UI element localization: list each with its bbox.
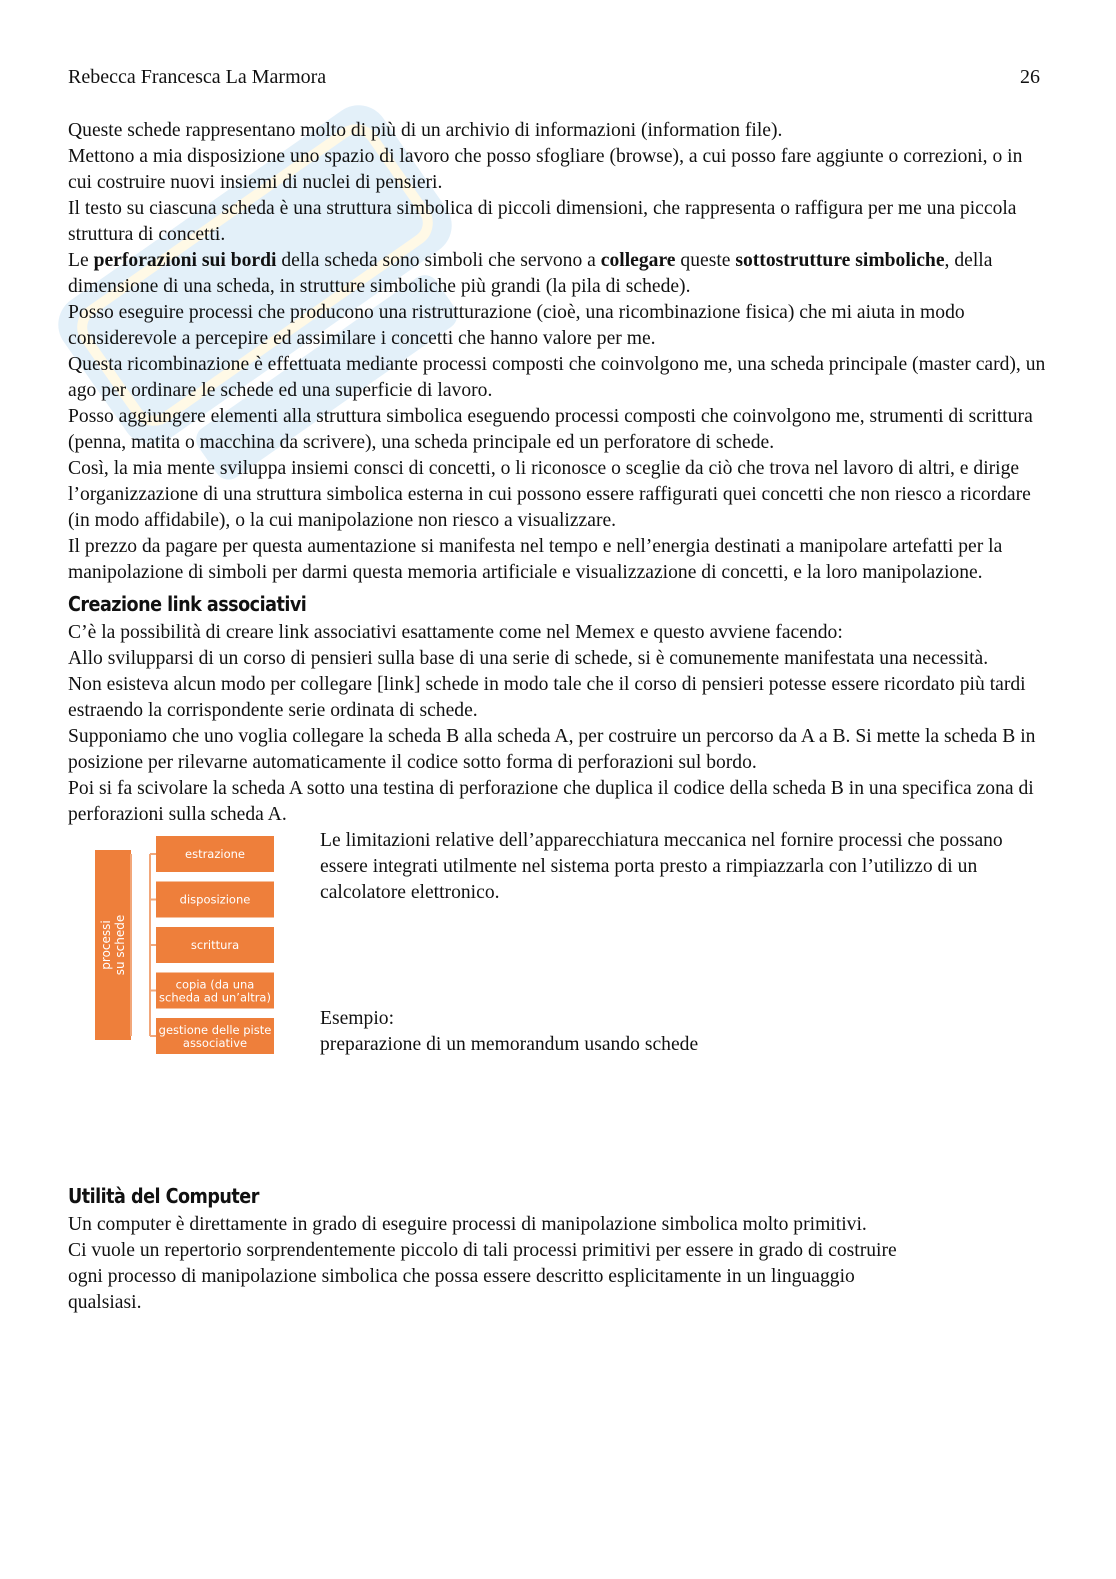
page-number: 26 — [1020, 66, 1040, 88]
paragraph: Il testo su ciascuna scheda è una struttura simbolica di piccoli dimensioni, che rappresenta o raffigura per me una piccola struttura di concetti. — [68, 198, 1017, 245]
page-body — [68, 118, 1050, 1316]
paragraph: Posso eseguire processi che producono una ristrutturazione (cioè, una ricombinazione fisica) che mi aiuta in modo considerevole a percepire ed assimilare i concetti che hanno valore per me. — [68, 302, 965, 349]
process-diagram-svg — [68, 828, 320, 1078]
paragraph: Non esisteva alcun modo per collegare [link] schede in modo tale che il corso di pensieri potesse essere ricordato più tardi estraendo la corrispondente serie ordinata di schede. — [68, 674, 1026, 721]
bold-term: collegare — [600, 250, 676, 271]
text-run: della scheda sono simboli che servono a — [276, 250, 601, 271]
paragraph: Queste schede rappresentano molto di più di un archivio di informazioni (information file). — [68, 120, 783, 141]
paragraph: Mettono a mia disposizione uno spazio di lavoro che posso sfogliare (browse), a cui posso fare aggiunte o correzioni, o in cui costruire nuovi insiemi di nuclei di pensieri. — [68, 146, 1023, 193]
paragraph: Supponiamo che uno voglia collegare la scheda B alla scheda A, per costruire un percorso da A a B. Si mette la scheda B in posizione per rilevarne automaticamente il codice sotto forma di perforazioni sul bordo. — [68, 726, 1036, 773]
diagram-item-label: disposizione — [179, 892, 251, 907]
diagram-root-label: processisu schede — [99, 914, 127, 976]
section-heading-computer: Utilità del Computer — [68, 1184, 259, 1208]
figure-row — [68, 828, 1050, 1078]
diagram-item-label: copia (da una scheda ad un’altra) — [159, 977, 271, 1005]
author-name: Rebecca Francesca La Marmora — [68, 66, 327, 88]
side-text — [320, 828, 1050, 1078]
paragraph: perforazioni sulla scheda A. — [68, 804, 287, 825]
diagram-item-label: scrittura — [190, 938, 240, 952]
bold-term: perforazioni sui bordi — [93, 250, 277, 271]
diagram-item-label: gestione delle piste associative — [158, 1023, 272, 1050]
paragraph: Allo svilupparsi di un corso di pensieri sulla base di una serie di schede, si è comunemente manifestata una necessità. — [68, 648, 989, 669]
text-run: , della dimensione di una scheda, in strutture simboliche più grandi (la pila di schede). — [68, 250, 993, 297]
diagram-item-label: estrazione — [185, 847, 245, 861]
paragraph: Così, la mia mente sviluppa insiemi consci di concetti, o li riconosce o sceglie da ciò che trova nel lavoro di altri, e dirige l’organizzazione di una struttura simbolica esterna in cui possono essere raffigurati quei concetti che non riesco a ricordare (in modo affidabile), o la cui manipolazione non riesco a visualizzare. — [68, 458, 1031, 531]
paragraph: preparazione di un memorandum usando schede — [320, 1034, 699, 1055]
paragraph: Posso aggiungere elementi alla struttura simbolica eseguendo processi composti che coinvolgono me, strumenti di scrittura (penna, matita o macchina da scrivere), una scheda principale ed un perforatore di schede. — [68, 406, 1033, 453]
paragraph: Le limitazioni relative dell’apparecchiatura meccanica nel fornire processi che possano essere integrati utilmente nel sistema porta presto a rimpiazzarla con l’utilizzo di un calcolatore elettronico. — [320, 830, 1003, 903]
paragraph — [68, 248, 1050, 300]
text-run: queste — [675, 250, 736, 271]
process-diagram — [68, 828, 320, 1078]
page-header — [68, 66, 1040, 94]
paragraph: Il prezzo da pagare per questa aumentazione si manifesta nel tempo e nell’energia destinati a manipolare artefatti per la manipolazione di simboli per darmi questa memoria artificiale e visualizzazione di concetti, e la loro manipolazione. — [68, 536, 1003, 583]
paragraph: Un computer è direttamente in grado di eseguire processi di manipolazione simbolica molto primitivi. — [68, 1214, 867, 1235]
bold-term: sottostrutture simboliche — [735, 250, 945, 271]
paragraph: Poi si fa scivolare la scheda A sotto una testina di perforazione che duplica il codice della scheda B in una specifica zona di — [68, 778, 1034, 799]
paragraph: C’è la possibilità di creare link associativi esattamente come nel Memex e questo avviene facendo: — [68, 622, 843, 643]
paragraph: Esempio: — [320, 1008, 395, 1029]
paragraph: Ci vuole un repertorio sorprendentemente piccolo di tali processi primitivi per essere in grado di costruire ogni processo di manipolazione simbolica che possa essere descritto esplicitamente in un linguaggio qualsiasi. — [68, 1240, 897, 1313]
section-heading-link: Creazione link associativi — [68, 592, 307, 616]
paragraph: Questa ricombinazione è effettuata mediante processi composti che coinvolgono me, una scheda principale (master card), un ago per ordinare le schede ed una superficie di lavoro. — [68, 354, 1046, 401]
text-run: Le — [68, 250, 94, 271]
